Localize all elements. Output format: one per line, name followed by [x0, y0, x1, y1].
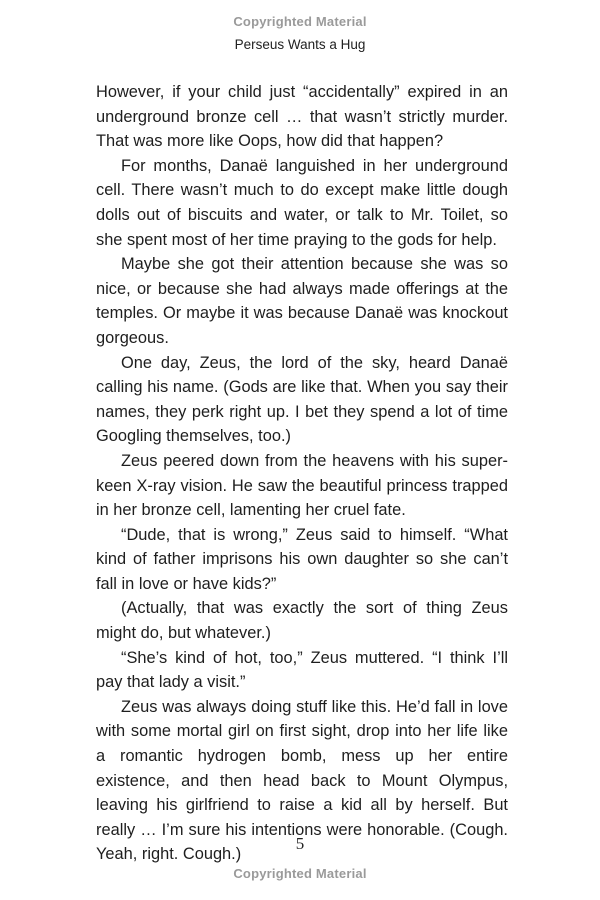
body-text	[96, 80, 508, 867]
paragraph: Zeus was always doing stuff like this. He’d fall in love with some mortal girl on first sight, drop into her life like a romantic hydrogen bomb, mess up her entire existence, and then head back to Mount Olympus, leaving his girlfriend to raise a kid all by herself. But really … I’m sure his intentions were honorable. (Cough. Yeah, right. Cough.)	[96, 697, 508, 864]
copyright-watermark-top: Copyrighted Material	[233, 14, 367, 29]
page-number: 5	[295, 834, 305, 853]
paragraph: One day, Zeus, the lord of the sky, heard Danaë calling his name. (Gods are like that. When you say their names, they perk right up. I bet they spend a lot of time Googling themselves, too.)	[96, 353, 508, 446]
copyright-watermark-bottom: Copyrighted Material	[233, 866, 367, 881]
paragraph: Maybe she got their attention because she was so nice, or because she had always made offerings at the temples. Or maybe it was because Danaë was knockout gorgeous.	[96, 255, 508, 347]
running-head: Perseus Wants a Hug	[234, 37, 366, 52]
paragraph: Zeus peered down from the heavens with his super-keen X-ray vision. He saw the beautiful princess trapped in her bronze cell, lamenting her cruel fate.	[96, 451, 508, 520]
paragraph: “Dude, that is wrong,” Zeus said to himself. “What kind of father imprisons his own daughter so she can’t fall in love or have kids?”	[96, 525, 508, 593]
paragraph: “She’s kind of hot, too,” Zeus muttered. “I think I’ll pay that lady a visit.”	[96, 648, 508, 692]
paragraph: However, if your child just “accidentally” expired in an underground bronze cell … that wasn’t strictly murder. That was more like Oops, how did that happen?	[96, 83, 508, 151]
paragraph: (Actually, that was exactly the sort of thing Zeus might do, but whatever.)	[96, 599, 508, 643]
paragraph: For months, Danaë languished in her underground cell. There wasn’t much to do except make little dough dolls out of biscuits and water, or talk to Mr. Toilet, so she spent most of her time praying to the gods for help.	[96, 156, 508, 249]
